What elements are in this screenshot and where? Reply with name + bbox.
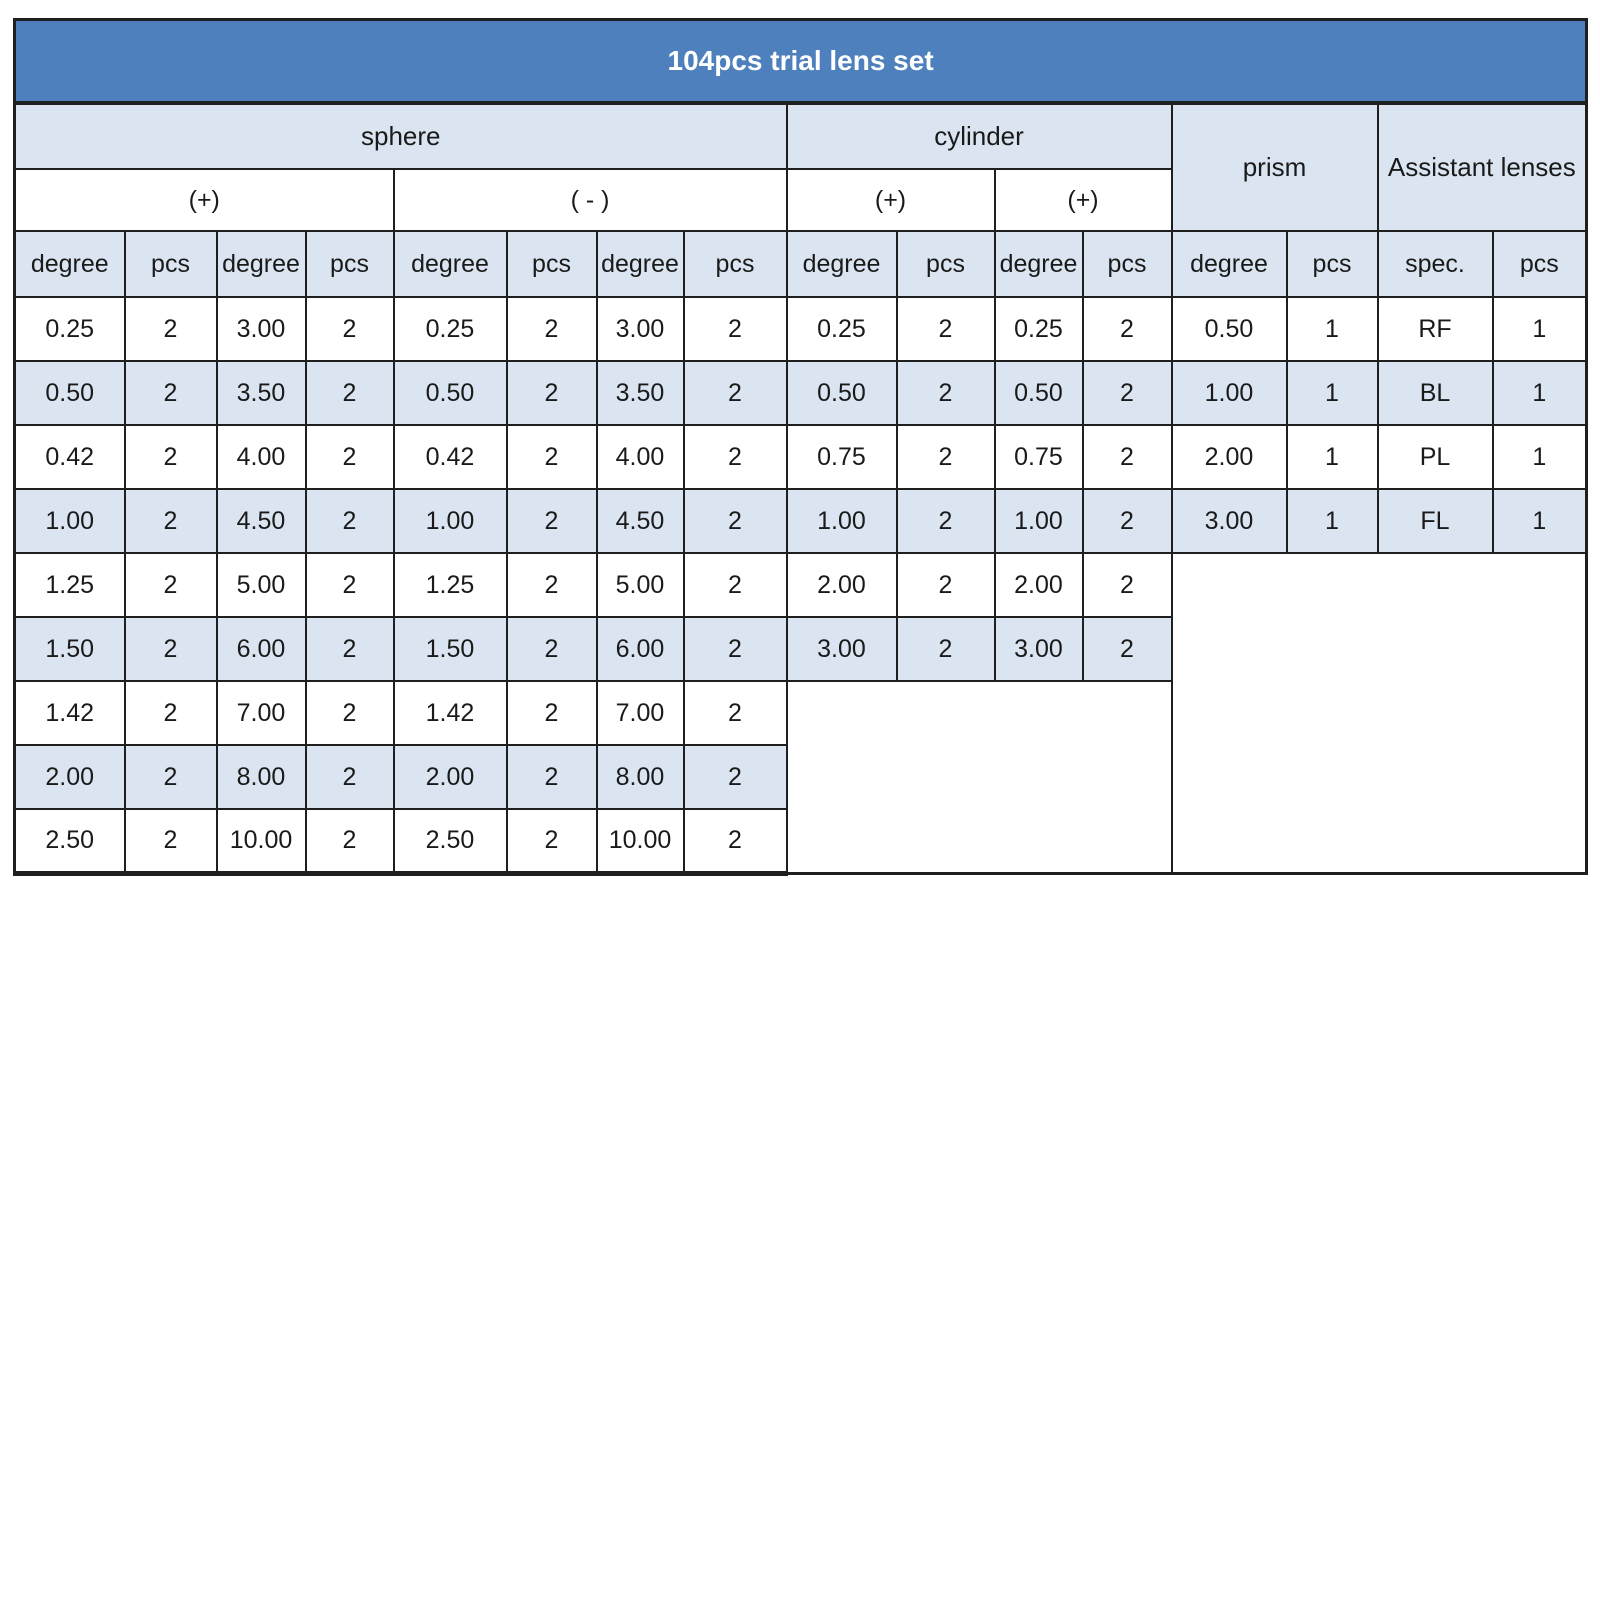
cell: 0.50 bbox=[995, 361, 1083, 425]
cell: 1 bbox=[1287, 425, 1378, 489]
cell: 1 bbox=[1493, 425, 1587, 489]
table-row bbox=[15, 553, 1587, 617]
cell: 3.50 bbox=[597, 361, 684, 425]
cell: 0.75 bbox=[995, 425, 1083, 489]
col-label: pcs bbox=[507, 231, 597, 297]
cell: 0.50 bbox=[1172, 297, 1287, 361]
table-title: 104pcs trial lens set bbox=[15, 20, 1587, 104]
cell: 0.50 bbox=[787, 361, 897, 425]
cell: 2.00 bbox=[394, 745, 507, 809]
col-label: degree bbox=[394, 231, 507, 297]
cell: 2 bbox=[507, 681, 597, 745]
col-label: pcs bbox=[1493, 231, 1587, 297]
cell: 2 bbox=[306, 361, 394, 425]
cell: 2 bbox=[1083, 297, 1172, 361]
cell: 2 bbox=[125, 425, 217, 489]
col-label: degree bbox=[217, 231, 306, 297]
cell: 2 bbox=[507, 745, 597, 809]
cell: 2 bbox=[684, 745, 787, 809]
cell: 1.00 bbox=[1172, 361, 1287, 425]
cylinder-plus-header-1: (+) bbox=[787, 169, 995, 231]
cell: 5.00 bbox=[217, 553, 306, 617]
cell: 2 bbox=[306, 809, 394, 873]
cell: 2 bbox=[125, 681, 217, 745]
cell: 2 bbox=[897, 617, 995, 681]
cell: 2 bbox=[125, 809, 217, 873]
column-label-row bbox=[15, 231, 1587, 297]
cell: 2 bbox=[684, 553, 787, 617]
cell: 1.50 bbox=[15, 617, 125, 681]
group-cylinder: cylinder bbox=[787, 103, 1172, 169]
cell: 1.00 bbox=[787, 489, 897, 553]
cell: 6.00 bbox=[217, 617, 306, 681]
cell: 3.00 bbox=[597, 297, 684, 361]
cell: 2 bbox=[125, 361, 217, 425]
cell: 2 bbox=[306, 617, 394, 681]
cell: 2.00 bbox=[995, 553, 1083, 617]
cell: 4.50 bbox=[217, 489, 306, 553]
cell: 1 bbox=[1493, 297, 1587, 361]
cell: 2 bbox=[125, 553, 217, 617]
cell: 2 bbox=[125, 297, 217, 361]
sphere-plus-header: (+) bbox=[15, 169, 394, 231]
cylinder-plus-header-2: (+) bbox=[995, 169, 1172, 231]
cell: 2.00 bbox=[787, 553, 897, 617]
cell: 4.50 bbox=[597, 489, 684, 553]
cell: 1 bbox=[1493, 361, 1587, 425]
cell: 2 bbox=[1083, 361, 1172, 425]
cell: 3.50 bbox=[217, 361, 306, 425]
cell: 0.25 bbox=[787, 297, 897, 361]
sphere-minus-header: ( - ) bbox=[394, 169, 787, 231]
cell: 0.25 bbox=[15, 297, 125, 361]
cell: 10.00 bbox=[597, 809, 684, 873]
cell: 2 bbox=[306, 489, 394, 553]
cell: 1.42 bbox=[15, 681, 125, 745]
empty-region-prism-assistant bbox=[1172, 553, 1587, 873]
cell: 2 bbox=[684, 361, 787, 425]
cell: 8.00 bbox=[217, 745, 306, 809]
col-label: pcs bbox=[306, 231, 394, 297]
cell: 2 bbox=[306, 297, 394, 361]
cell: 1.42 bbox=[394, 681, 507, 745]
cell: 1.25 bbox=[394, 553, 507, 617]
cell: 2 bbox=[684, 425, 787, 489]
cell: 1 bbox=[1287, 361, 1378, 425]
cell: 2 bbox=[897, 297, 995, 361]
trial-lens-table bbox=[13, 18, 1588, 876]
cell: 3.00 bbox=[995, 617, 1083, 681]
cell: 1.25 bbox=[15, 553, 125, 617]
cell: RF bbox=[1378, 297, 1493, 361]
cell: 2 bbox=[507, 809, 597, 873]
cell: 5.00 bbox=[597, 553, 684, 617]
col-label: pcs bbox=[897, 231, 995, 297]
cell: 0.75 bbox=[787, 425, 897, 489]
cell: 2 bbox=[125, 617, 217, 681]
cell: 0.42 bbox=[15, 425, 125, 489]
cell: 1.00 bbox=[995, 489, 1083, 553]
cell: 1 bbox=[1287, 489, 1378, 553]
cell: 1.00 bbox=[394, 489, 507, 553]
cell: 2 bbox=[1083, 425, 1172, 489]
table-row bbox=[15, 425, 1587, 489]
cell: 2 bbox=[507, 361, 597, 425]
cell: 2 bbox=[1083, 553, 1172, 617]
cell: 3.00 bbox=[787, 617, 897, 681]
cell: 2.00 bbox=[1172, 425, 1287, 489]
group-header-row bbox=[15, 103, 1587, 169]
cell: 1.50 bbox=[394, 617, 507, 681]
cell: 0.25 bbox=[394, 297, 507, 361]
empty-region-cylinder bbox=[787, 681, 1172, 873]
cell: 1 bbox=[1493, 489, 1587, 553]
cell: PL bbox=[1378, 425, 1493, 489]
col-label: degree bbox=[1172, 231, 1287, 297]
col-label: degree bbox=[15, 231, 125, 297]
cell: 2 bbox=[507, 553, 597, 617]
cell: FL bbox=[1378, 489, 1493, 553]
col-label: spec. bbox=[1378, 231, 1493, 297]
cell: 2 bbox=[684, 681, 787, 745]
cell: 2 bbox=[507, 297, 597, 361]
col-label: pcs bbox=[125, 231, 217, 297]
group-prism: prism bbox=[1172, 103, 1378, 231]
cell: 2 bbox=[507, 425, 597, 489]
cell: 2 bbox=[897, 553, 995, 617]
cell: 2 bbox=[684, 617, 787, 681]
cell: 6.00 bbox=[597, 617, 684, 681]
col-label: degree bbox=[787, 231, 897, 297]
group-assistant-lenses: Assistant lenses bbox=[1378, 103, 1587, 231]
cell: 2 bbox=[306, 425, 394, 489]
cell: 2 bbox=[684, 297, 787, 361]
cell: 2 bbox=[507, 489, 597, 553]
group-sphere: sphere bbox=[15, 103, 787, 169]
cell: 4.00 bbox=[597, 425, 684, 489]
cell: 2 bbox=[897, 361, 995, 425]
cell: 7.00 bbox=[597, 681, 684, 745]
cell: BL bbox=[1378, 361, 1493, 425]
cell: 1.00 bbox=[15, 489, 125, 553]
cell: 0.50 bbox=[394, 361, 507, 425]
cell: 2 bbox=[897, 425, 995, 489]
cell: 2.50 bbox=[394, 809, 507, 873]
cell: 0.50 bbox=[15, 361, 125, 425]
cell: 0.25 bbox=[995, 297, 1083, 361]
cell: 2 bbox=[306, 745, 394, 809]
cell: 2 bbox=[1083, 617, 1172, 681]
col-label: pcs bbox=[684, 231, 787, 297]
cell: 2 bbox=[125, 489, 217, 553]
cell: 2 bbox=[125, 745, 217, 809]
table-row bbox=[15, 489, 1587, 553]
cell: 2.50 bbox=[15, 809, 125, 873]
cell: 3.00 bbox=[1172, 489, 1287, 553]
cell: 2 bbox=[507, 617, 597, 681]
table-row bbox=[15, 361, 1587, 425]
col-label: degree bbox=[597, 231, 684, 297]
cell: 2 bbox=[897, 489, 995, 553]
cell: 10.00 bbox=[217, 809, 306, 873]
cell: 2 bbox=[684, 809, 787, 873]
cell: 0.42 bbox=[394, 425, 507, 489]
cell: 2 bbox=[684, 489, 787, 553]
banner-row bbox=[15, 20, 1587, 104]
col-label: pcs bbox=[1287, 231, 1378, 297]
cell: 2.00 bbox=[15, 745, 125, 809]
cell: 1 bbox=[1287, 297, 1378, 361]
cell: 3.00 bbox=[217, 297, 306, 361]
table-row bbox=[15, 297, 1587, 361]
cell: 8.00 bbox=[597, 745, 684, 809]
cell: 2 bbox=[306, 681, 394, 745]
cell: 4.00 bbox=[217, 425, 306, 489]
cell: 7.00 bbox=[217, 681, 306, 745]
col-label: degree bbox=[995, 231, 1083, 297]
cell: 2 bbox=[1083, 489, 1172, 553]
col-label: pcs bbox=[1083, 231, 1172, 297]
cell: 2 bbox=[306, 553, 394, 617]
